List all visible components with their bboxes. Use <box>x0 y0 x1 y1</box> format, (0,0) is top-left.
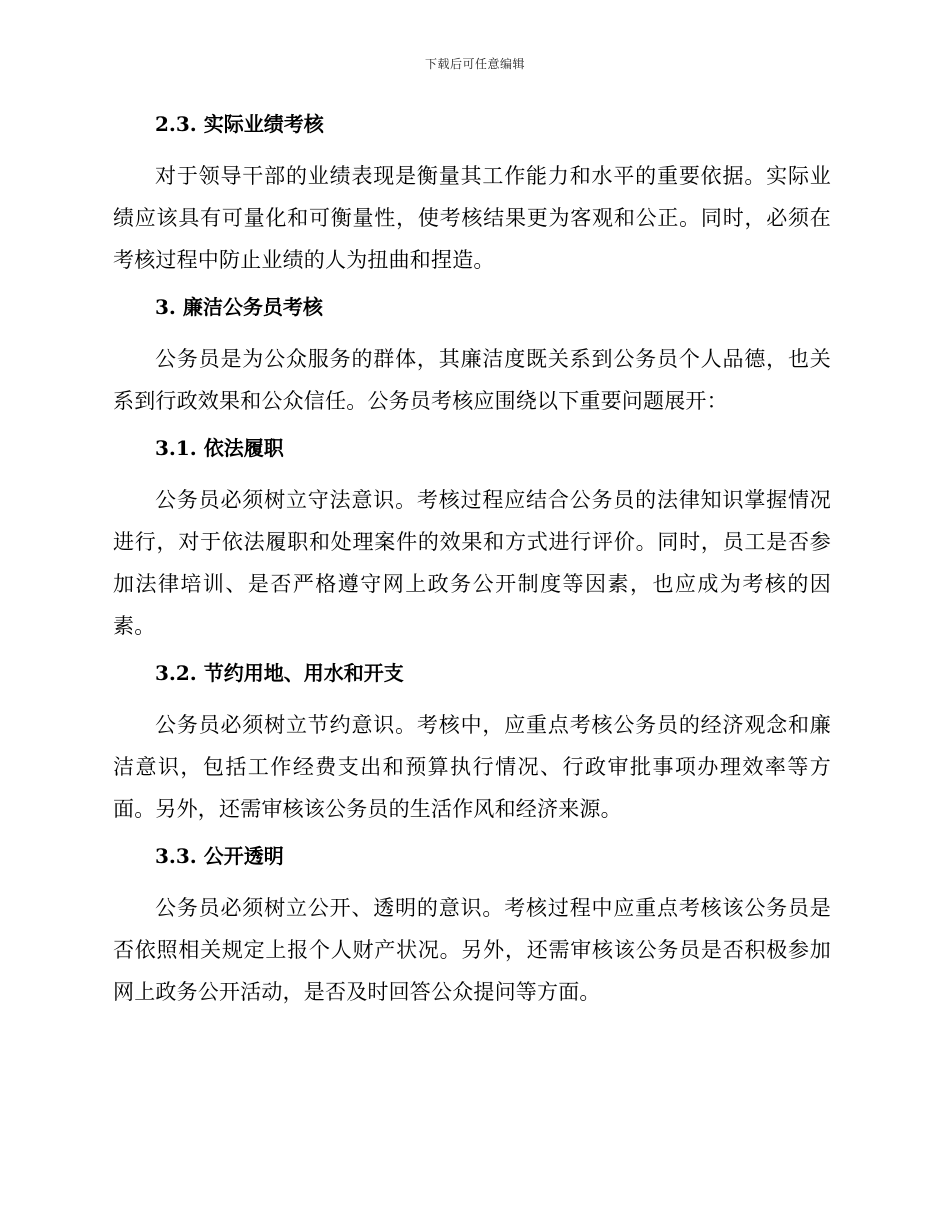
section-paragraph-3-1: 公务员必须树立守法意识。考核过程应结合公务员的法律知识掌握情况进行，对于依法履职和处理案件的效果和方式进行评价。同时，员工是否参加法律培训、是否严格遵守网上政务公开制度等因素，也应成为考核的因素。 <box>113 488 831 638</box>
header-note: 下载后可任意编辑 <box>424 57 525 71</box>
section-paragraph-3: 公务员是为公众服务的群体，其廉洁度既关系到公务员个人品德，也关系到行政效果和公众信任。公务员考核应围绕以下重要问题展开： <box>113 347 831 413</box>
section-heading-3-1: 3.1. 依法履职 <box>155 436 284 460</box>
section-paragraph-2-3: 对于领导干部的业绩表现是衡量其工作能力和水平的重要依据。实际业绩应该具有可量化和可衡量性，使考核结果更为客观和公正。同时，必须在考核过程中防止业绩的人为扭曲和捏造。 <box>113 164 831 272</box>
section-heading-3-3: 3.3. 公开透明 <box>155 844 284 868</box>
section-paragraph-3-2: 公务员必须树立节约意识。考核中，应重点考核公务员的经济观念和廉洁意识，包括工作经费支出和预算执行情况、行政审批事项办理效率等方面。另外，还需审核该公务员的生活作风和经济来源。 <box>113 713 831 821</box>
section-heading-3-2: 3.2. 节约用地、用水和开支 <box>155 661 404 685</box>
section-paragraph-3-3: 公务员必须树立公开、透明的意识。考核过程中应重点考核该公务员是否依照相关规定上报个人财产状况。另外，还需审核该公务员是否积极参加网上政务公开活动，是否及时回答公众提问等方面。 <box>113 896 831 1004</box>
section-heading-2-3: 2.3. 实际业绩考核 <box>155 112 324 136</box>
section-heading-3: 3. 廉洁公务员考核 <box>155 295 323 319</box>
document-body <box>113 108 831 1023</box>
